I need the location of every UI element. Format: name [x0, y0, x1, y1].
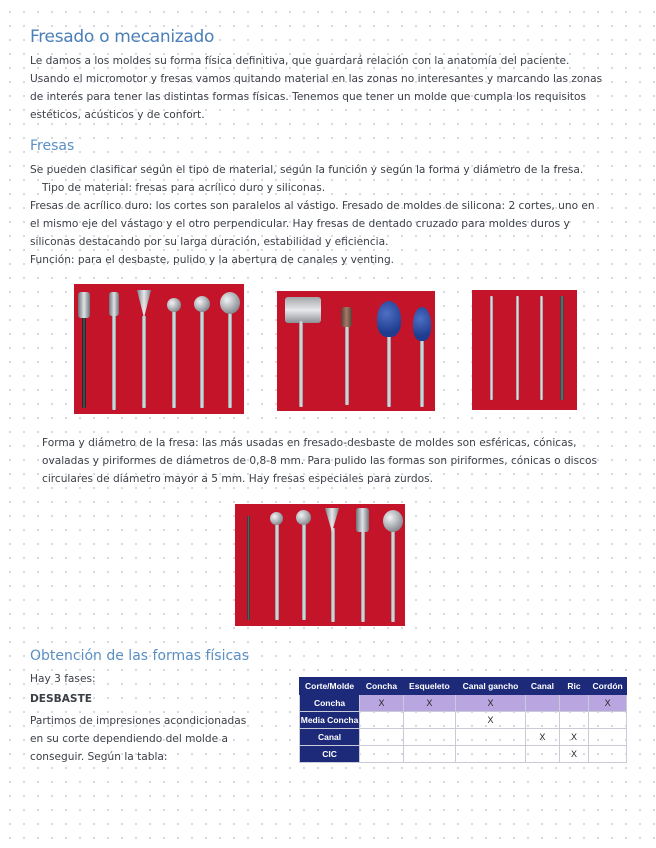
table-header-row — [300, 678, 627, 695]
row-label: Concha — [300, 695, 360, 712]
row-label: CIC — [300, 746, 360, 763]
table-cell: X — [455, 695, 525, 712]
text-line: en su corte dependiendo del molde a — [30, 733, 228, 745]
table-cell — [559, 712, 589, 729]
fresado-paragraph — [30, 52, 650, 124]
cut-mold-table — [299, 677, 627, 763]
photo-shape-burs — [235, 504, 405, 626]
photo-silicone-burs — [277, 291, 435, 411]
section-title-fresas: Fresas — [30, 138, 75, 154]
photo-venting-drills — [472, 290, 577, 410]
table-cell: X — [360, 695, 404, 712]
text-line: Se pueden clasificar según el tipo de material, según la función y según la forma y diámetro de la fresa. — [30, 164, 584, 176]
table-cell: X — [559, 729, 589, 746]
table-header: Canal gancho — [455, 678, 525, 695]
row-label: Canal — [300, 729, 360, 746]
table-row — [300, 712, 627, 729]
table-cell — [526, 746, 560, 763]
text-line: Función: para el desbaste, pulido y la abertura de canales y venting. — [30, 254, 395, 266]
text-line: Fresas de acrílico duro: los cortes son paralelos al vástigo. Fresado de moldes de silicona: 2 cortes, uno en — [30, 200, 595, 212]
photo-acrylic-burs — [74, 284, 244, 414]
table-cell — [360, 729, 404, 746]
text-line: el mismo eje del vástago y el otro perpendicular. Hay fresas de dentado cruzado para moldes duros y — [30, 218, 570, 230]
table-header: Corte/Molde — [300, 678, 360, 695]
table-row — [300, 695, 627, 712]
table-cell — [455, 729, 525, 746]
table-row — [300, 729, 627, 746]
table-cell — [455, 746, 525, 763]
row-label: Media Concha — [300, 712, 360, 729]
table-header: Ric — [559, 678, 589, 695]
desbaste-paragraph — [30, 712, 280, 766]
table-cell — [526, 712, 560, 729]
section-title-fresado: Fresado o mecanizado — [30, 27, 215, 47]
table-cell — [589, 746, 627, 763]
table-cell: X — [403, 695, 455, 712]
table-cell: X — [526, 729, 560, 746]
table-header: Esqueleto — [403, 678, 455, 695]
text-line: Partimos de impresiones acondicionadas — [30, 715, 247, 727]
text-line: siliconas destacando por su larga duración, estabilidad y eficiencia. — [30, 236, 389, 248]
text-line: conseguir. Según la tabla: — [30, 751, 168, 763]
table-cell — [403, 746, 455, 763]
table-cell — [589, 712, 627, 729]
fresas-paragraph — [30, 161, 650, 269]
table-cell — [526, 695, 560, 712]
table-cell — [589, 729, 627, 746]
text-line: Tipo de material: fresas para acrílico duro y siliconas. — [42, 182, 326, 194]
table-cell — [559, 695, 589, 712]
text-line: Le damos a los moldes su forma física definitiva, que guardará relación con la anatomía del paciente. — [30, 55, 570, 67]
text-line: Forma y diámetro de la fresa: las más usadas en fresado-desbaste de moldes son esféricas, cónicas, — [42, 437, 577, 449]
table-cell: X — [455, 712, 525, 729]
table-header: Concha — [360, 678, 404, 695]
table-cell — [360, 746, 404, 763]
table-cell — [403, 712, 455, 729]
section-title-obtencion: Obtención de las formas físicas — [30, 648, 250, 664]
table-header: Canal — [526, 678, 560, 695]
table-cell — [360, 712, 404, 729]
forma-paragraph — [42, 434, 642, 488]
text-line: Usando el micromotor y fresas vamos quitando material en las zonas no interesantes y marcando las zonas — [30, 73, 603, 85]
table-cell: X — [589, 695, 627, 712]
text-line: estéticos, acústicos y de confort. — [30, 109, 205, 121]
text-line: circulares de diámetro mayor a 5 mm. Hay fresas especiales para zurdos. — [42, 473, 433, 485]
desbaste-heading: DESBASTE — [30, 693, 93, 705]
table-cell: X — [559, 746, 589, 763]
text-line: de interés para tener las distintas formas físicas. Tenemos que tener un molde que cumpla los requisitos — [30, 91, 587, 103]
table-row — [300, 746, 627, 763]
text-line: ovaladas y piriformes de diámetros de 0,8-8 mm. Para pulido las formas son piriformes, cónicas o discos — [42, 455, 597, 467]
table-header: Cordón — [589, 678, 627, 695]
table-cell — [403, 729, 455, 746]
phases-count: Hay 3 fases: — [30, 673, 96, 685]
